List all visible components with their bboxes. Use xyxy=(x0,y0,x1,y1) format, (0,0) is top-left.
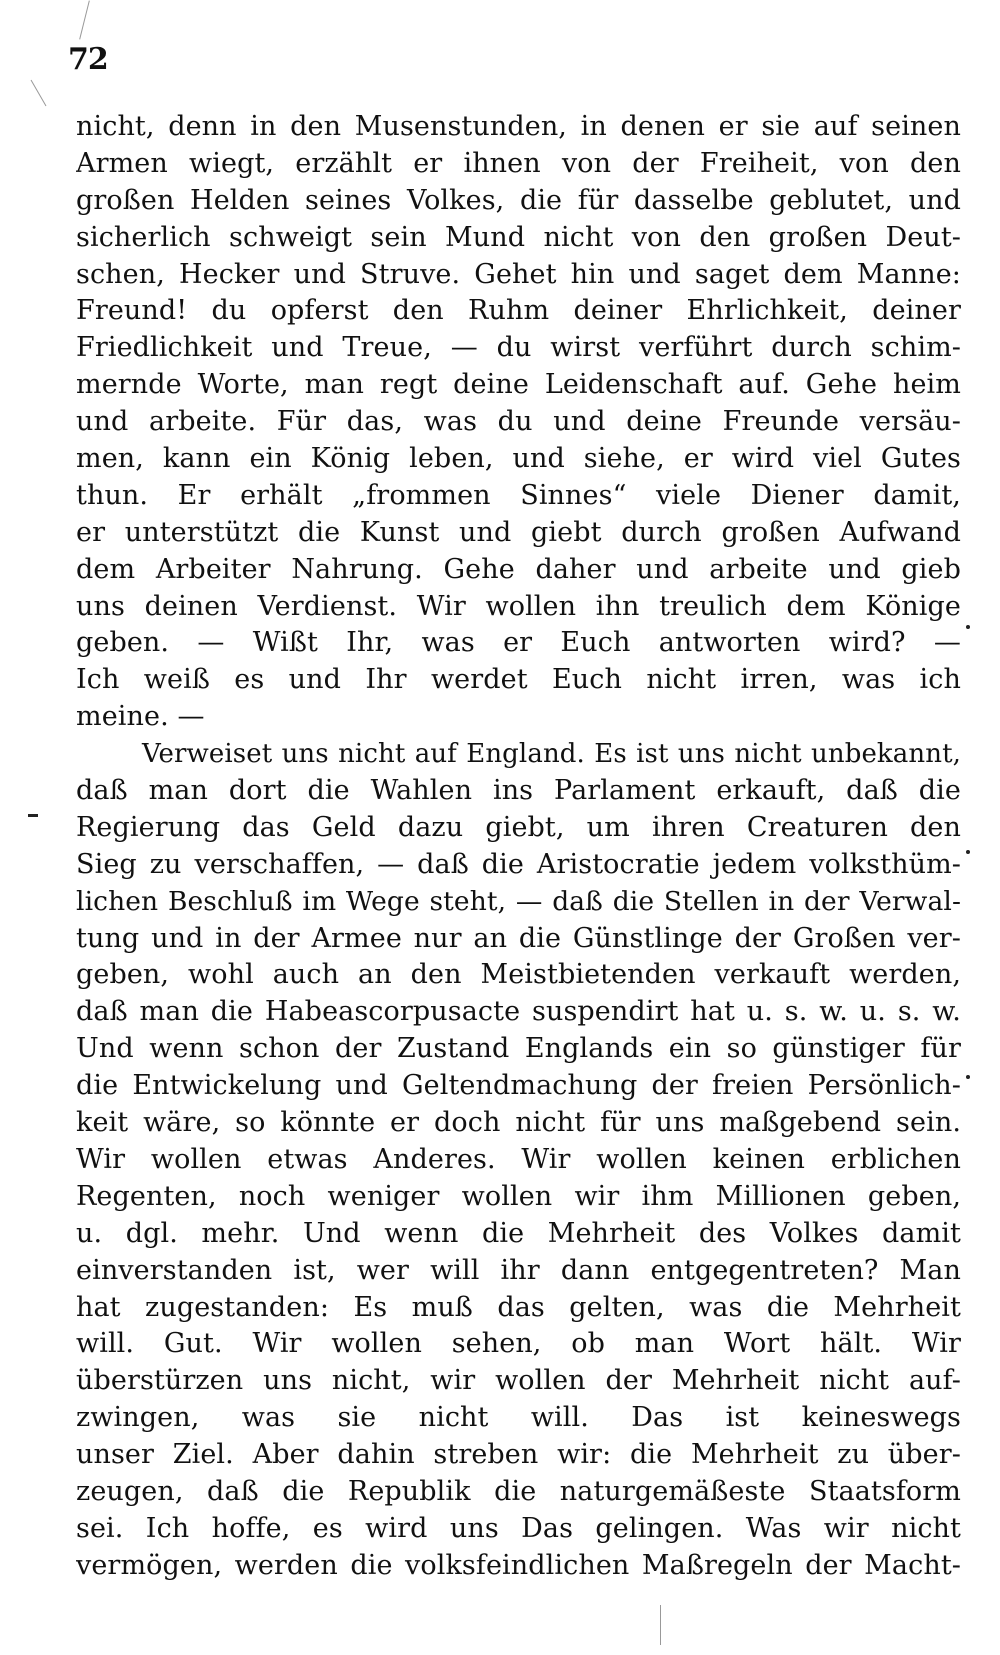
text-line: thun. Er erhält „frommen Sinnes“ viele Diener damit, xyxy=(76,479,961,511)
text-line: zeugen, daß die Republik die naturgemäßeste Staatsform xyxy=(76,1475,961,1507)
paragraph-2 xyxy=(76,736,961,1584)
text-line: lichen Beschluß im Wege steht, — daß die Stellen in der Verwal- xyxy=(76,885,961,917)
text-line: Ich weiß es und Ihr werdet Euch nicht irren, was ich xyxy=(76,664,961,696)
text-line: will. Gut. Wir wollen sehen, ob man Wort hält. Wir xyxy=(76,1328,961,1360)
text-line: er unterstützt die Kunst und giebt durch großen Aufwand xyxy=(76,516,961,548)
text-line: einverstanden ist, wer will ihr dann entgegentreten? Man xyxy=(76,1254,961,1286)
text-line: Verweiset uns nicht auf England. Es ist uns nicht unbekannt, xyxy=(142,739,961,770)
text-line: zwingen, was sie nicht will. Das ist keineswegs xyxy=(76,1402,961,1434)
page-number: 72 xyxy=(68,42,108,77)
text-line: und arbeite. Für das, was du und deine Freunde versäu- xyxy=(76,406,961,438)
text-line: Friedlichkeit und Treue, — du wirst verführt durch schim- xyxy=(76,332,961,364)
text-line: daß man dort die Wahlen ins Parlament erkauft, daß die xyxy=(76,775,961,807)
text-line: hat zugestanden: Es muß das gelten, was die Mehrheit xyxy=(76,1291,961,1323)
scan-speck xyxy=(966,850,970,854)
body-text xyxy=(76,109,961,1585)
text-line: Freund! du opferst den Ruhm deiner Ehrlichkeit, deiner xyxy=(76,295,961,327)
text-line: nicht, denn in den Musenstunden, in denen er sie auf seinen xyxy=(76,111,961,142)
text-line: die Entwickelung und Geltendmachung der freien Persönlich- xyxy=(76,1070,961,1102)
text-line: dem Arbeiter Nahrung. Gehe daher und arbeite und gieb xyxy=(76,553,961,585)
scan-speck xyxy=(966,625,970,629)
text-line: Und wenn schon der Zustand Englands ein so günstiger für xyxy=(76,1033,961,1065)
text-line: keit wäre, so könnte er doch nicht für uns maßgebend sein. xyxy=(76,1107,961,1139)
text-line: men, kann ein König leben, und siehe, er wird viel Gutes xyxy=(76,443,961,475)
scan-speck xyxy=(966,1075,970,1079)
text-line: u. dgl. mehr. Und wenn die Mehrheit des Volkes damit xyxy=(76,1217,961,1249)
text-line: Armen wiegt, erzählt er ihnen von der Freiheit, von den xyxy=(76,147,961,179)
scan-speck xyxy=(28,814,38,817)
text-line: vermögen, werden die volksfeindlichen Maßregeln der Macht- xyxy=(76,1549,961,1581)
text-line: mernde Worte, man regt deine Leidenschaft auf. Gehe heim xyxy=(76,369,961,401)
text-line: überstürzen uns nicht, wir wollen der Mehrheit nicht auf- xyxy=(76,1365,961,1397)
text-line: meine. — xyxy=(76,701,205,733)
text-line: sei. Ich hoffe, es wird uns Das gelingen. Was wir nicht xyxy=(76,1512,961,1544)
text-line: daß man die Habeascorpusacte suspendirt hat u. s. w. u. s. w. xyxy=(76,996,961,1028)
text-line: Regenten, noch weniger wollen wir ihm Millionen geben, xyxy=(76,1180,961,1212)
text-line: geben, wohl auch an den Meistbietenden verkauft werden, xyxy=(76,959,961,991)
text-line: Regierung das Geld dazu giebt, um ihren Creaturen den xyxy=(76,811,961,843)
scan-scratch xyxy=(79,0,90,39)
text-line: geben. — Wißt Ihr, was er Euch antworten wird? — xyxy=(76,627,961,659)
scan-scratch xyxy=(31,80,47,106)
text-line: uns deinen Verdienst. Wir wollen ihn treulich dem Könige xyxy=(76,590,961,622)
text-line: Sieg zu verschaffen, — daß die Aristocratie jedem volksthüm- xyxy=(76,848,961,880)
text-line: tung und in der Armee nur an die Günstlinge der Großen ver- xyxy=(76,922,961,954)
text-line: schen, Hecker und Struve. Gehet hin und saget dem Manne: xyxy=(76,258,961,290)
text-line: großen Helden seines Volkes, die für dasselbe geblutet, und xyxy=(76,184,961,216)
text-line: sicherlich schweigt sein Mund nicht von den großen Deut- xyxy=(76,221,961,253)
text-line: Wir wollen etwas Anderes. Wir wollen keinen erblichen xyxy=(76,1143,961,1175)
paragraph-1 xyxy=(76,109,961,736)
scan-scratch xyxy=(660,1605,661,1645)
text-line: unser Ziel. Aber dahin streben wir: die Mehrheit zu über- xyxy=(76,1439,961,1471)
